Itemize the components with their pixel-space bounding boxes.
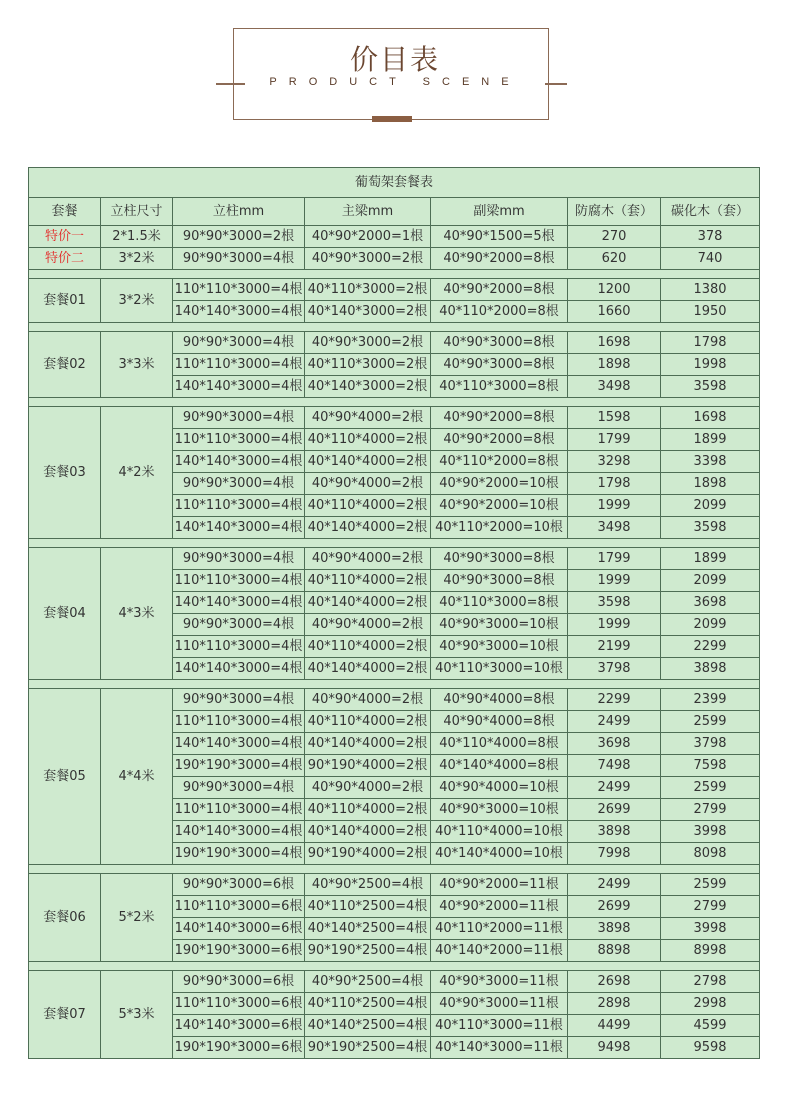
post-spec: 90*90*3000=4根 [173, 548, 305, 570]
post-size: 4*4米 [101, 689, 173, 865]
sub-beam-spec: 40*110*3000=10根 [431, 658, 568, 680]
special-row [29, 248, 760, 270]
preservative-wood-price: 1799 [568, 429, 661, 451]
post-spec: 110*110*3000=4根 [173, 279, 305, 301]
group-separator [29, 270, 760, 279]
group-separator [29, 323, 760, 332]
sub-beam-spec: 40*90*3000=8根 [431, 570, 568, 592]
sub-beam-spec: 40*90*2000=11根 [431, 874, 568, 896]
main-beam-spec: 40*90*3000=2根 [305, 332, 431, 354]
post-spec: 90*90*3000=4根 [173, 689, 305, 711]
table-row [29, 332, 760, 354]
preservative-wood-price: 2699 [568, 896, 661, 918]
sub-beam-spec: 40*140*4000=8根 [431, 755, 568, 777]
package-name: 套餐02 [29, 332, 101, 398]
carbonized-wood-price: 3898 [661, 658, 760, 680]
carbonized-wood-price: 2599 [661, 711, 760, 733]
post-spec: 190*190*3000=4根 [173, 843, 305, 865]
preservative-wood-price: 2898 [568, 993, 661, 1015]
package-name: 套餐01 [29, 279, 101, 323]
table-row [29, 971, 760, 993]
post-spec: 140*140*3000=4根 [173, 733, 305, 755]
carbonized-wood-price: 8998 [661, 940, 760, 962]
post-spec: 110*110*3000=4根 [173, 495, 305, 517]
column-header: 套餐 [29, 198, 101, 226]
table-caption: 葡萄架套餐表 [29, 168, 760, 198]
column-header: 立柱mm [173, 198, 305, 226]
main-beam-spec: 40*90*4000=2根 [305, 407, 431, 429]
preservative-wood-price: 2699 [568, 799, 661, 821]
sub-beam-spec: 40*90*2000=8根 [431, 407, 568, 429]
main-beam-spec: 40*90*4000=2根 [305, 473, 431, 495]
preservative-wood-price: 2499 [568, 777, 661, 799]
sub-beam-spec: 40*90*3000=8根 [431, 354, 568, 376]
table-row [29, 874, 760, 896]
separator-cell [29, 539, 760, 548]
preservative-wood-price: 3498 [568, 376, 661, 398]
carbonized-wood-price: 1798 [661, 332, 760, 354]
carbonized-wood-price: 1380 [661, 279, 760, 301]
page-title: 价目表 [349, 43, 440, 76]
table-row [29, 689, 760, 711]
carbonized-wood-price: 3598 [661, 517, 760, 539]
sub-beam-spec: 40*140*3000=11根 [431, 1037, 568, 1059]
preservative-wood-price: 2299 [568, 689, 661, 711]
preservative-wood-price: 3698 [568, 733, 661, 755]
package-name: 套餐03 [29, 407, 101, 539]
carbonized-wood-price: 2099 [661, 495, 760, 517]
preservative-wood-price: 620 [568, 248, 661, 270]
separator-cell [29, 323, 760, 332]
preservative-wood-price: 9498 [568, 1037, 661, 1059]
table-row [29, 279, 760, 301]
post-size: 5*2米 [101, 874, 173, 962]
post-spec: 190*190*3000=6根 [173, 1037, 305, 1059]
page-header [0, 0, 790, 160]
price-table-body [29, 168, 760, 1059]
column-header: 主梁mm [305, 198, 431, 226]
separator-cell [29, 270, 760, 279]
preservative-wood-price: 1598 [568, 407, 661, 429]
main-beam-spec: 40*90*2000=1根 [305, 226, 431, 248]
preservative-wood-price: 8898 [568, 940, 661, 962]
preservative-wood-price: 3798 [568, 658, 661, 680]
carbonized-wood-price: 1998 [661, 354, 760, 376]
sub-beam-spec: 40*110*3000=11根 [431, 1015, 568, 1037]
main-beam-spec: 40*110*4000=2根 [305, 799, 431, 821]
preservative-wood-price: 270 [568, 226, 661, 248]
group-separator [29, 865, 760, 874]
post-spec: 110*110*3000=4根 [173, 429, 305, 451]
main-beam-spec: 40*140*3000=2根 [305, 301, 431, 323]
carbonized-wood-price: 1898 [661, 473, 760, 495]
package-name: 套餐06 [29, 874, 101, 962]
preservative-wood-price: 1799 [568, 548, 661, 570]
group-separator [29, 680, 760, 689]
carbonized-wood-price: 3998 [661, 821, 760, 843]
carbonized-wood-price: 2799 [661, 799, 760, 821]
sub-beam-spec: 40*90*2000=10根 [431, 495, 568, 517]
preservative-wood-price: 1999 [568, 570, 661, 592]
preservative-wood-price: 1698 [568, 332, 661, 354]
main-beam-spec: 40*110*3000=2根 [305, 279, 431, 301]
preservative-wood-price: 3898 [568, 821, 661, 843]
column-header: 副梁mm [431, 198, 568, 226]
preservative-wood-price: 3598 [568, 592, 661, 614]
post-spec: 140*140*3000=6根 [173, 1015, 305, 1037]
main-beam-spec: 40*110*3000=2根 [305, 354, 431, 376]
sub-beam-spec: 40*90*2000=8根 [431, 279, 568, 301]
sub-beam-spec: 40*110*4000=8根 [431, 733, 568, 755]
page-subtitle: PRODUCT SCENE [245, 76, 545, 88]
carbonized-wood-price: 740 [661, 248, 760, 270]
header-divider-left [216, 83, 246, 85]
group-separator [29, 962, 760, 971]
post-spec: 190*190*3000=4根 [173, 755, 305, 777]
sub-beam-spec: 40*90*4000=8根 [431, 711, 568, 733]
main-beam-spec: 40*110*4000=2根 [305, 495, 431, 517]
carbonized-wood-price: 3998 [661, 918, 760, 940]
separator-cell [29, 865, 760, 874]
post-spec: 110*110*3000=4根 [173, 799, 305, 821]
post-spec: 110*110*3000=4根 [173, 354, 305, 376]
sub-beam-spec: 40*90*4000=10根 [431, 777, 568, 799]
sub-beam-spec: 40*140*4000=10根 [431, 843, 568, 865]
main-beam-spec: 40*110*2500=4根 [305, 896, 431, 918]
sub-beam-spec: 40*110*2000=11根 [431, 918, 568, 940]
preservative-wood-price: 3298 [568, 451, 661, 473]
sub-beam-spec: 40*110*2000=8根 [431, 451, 568, 473]
preservative-wood-price: 2698 [568, 971, 661, 993]
post-spec: 110*110*3000=6根 [173, 993, 305, 1015]
main-beam-spec: 40*110*4000=2根 [305, 711, 431, 733]
post-size: 5*3米 [101, 971, 173, 1059]
preservative-wood-price: 1660 [568, 301, 661, 323]
post-spec: 110*110*3000=4根 [173, 711, 305, 733]
main-beam-spec: 40*110*2500=4根 [305, 993, 431, 1015]
main-beam-spec: 40*90*4000=2根 [305, 777, 431, 799]
package-name: 套餐07 [29, 971, 101, 1059]
main-beam-spec: 40*140*2500=4根 [305, 918, 431, 940]
carbonized-wood-price: 8098 [661, 843, 760, 865]
separator-cell [29, 680, 760, 689]
sub-beam-spec: 40*110*3000=8根 [431, 376, 568, 398]
package-name: 套餐04 [29, 548, 101, 680]
post-spec: 140*140*3000=6根 [173, 918, 305, 940]
carbonized-wood-price: 9598 [661, 1037, 760, 1059]
main-beam-spec: 40*140*4000=2根 [305, 451, 431, 473]
carbonized-wood-price: 3598 [661, 376, 760, 398]
sub-beam-spec: 40*90*2000=10根 [431, 473, 568, 495]
table-header-row [29, 198, 760, 226]
sub-beam-spec: 40*90*3000=11根 [431, 993, 568, 1015]
column-header: 防腐木（套） [568, 198, 661, 226]
main-beam-spec: 40*90*4000=2根 [305, 614, 431, 636]
preservative-wood-price: 3898 [568, 918, 661, 940]
special-name: 特价一 [29, 226, 101, 248]
post-spec: 110*110*3000=6根 [173, 896, 305, 918]
post-spec: 90*90*3000=6根 [173, 971, 305, 993]
post-spec: 90*90*3000=2根 [173, 226, 305, 248]
carbonized-wood-price: 2099 [661, 614, 760, 636]
sub-beam-spec: 40*90*3000=10根 [431, 614, 568, 636]
column-header: 碳化木（套） [661, 198, 760, 226]
carbonized-wood-price: 2299 [661, 636, 760, 658]
carbonized-wood-price: 1899 [661, 548, 760, 570]
carbonized-wood-price: 2599 [661, 777, 760, 799]
carbonized-wood-price: 378 [661, 226, 760, 248]
post-spec: 110*110*3000=4根 [173, 570, 305, 592]
group-separator [29, 398, 760, 407]
preservative-wood-price: 7998 [568, 843, 661, 865]
special-row [29, 226, 760, 248]
post-spec: 140*140*3000=4根 [173, 592, 305, 614]
carbonized-wood-price: 1899 [661, 429, 760, 451]
package-name: 套餐05 [29, 689, 101, 865]
main-beam-spec: 90*190*4000=2根 [305, 755, 431, 777]
sub-beam-spec: 40*90*3000=10根 [431, 636, 568, 658]
post-spec: 90*90*3000=4根 [173, 332, 305, 354]
main-beam-spec: 40*90*4000=2根 [305, 689, 431, 711]
table-caption-row [29, 168, 760, 198]
post-spec: 140*140*3000=4根 [173, 658, 305, 680]
post-spec: 90*90*3000=4根 [173, 407, 305, 429]
preservative-wood-price: 2499 [568, 874, 661, 896]
main-beam-spec: 40*140*4000=2根 [305, 592, 431, 614]
main-beam-spec: 90*190*2500=4根 [305, 1037, 431, 1059]
sub-beam-spec: 40*90*4000=8根 [431, 689, 568, 711]
preservative-wood-price: 1999 [568, 495, 661, 517]
post-spec: 90*90*3000=4根 [173, 614, 305, 636]
price-table [28, 167, 760, 1059]
main-beam-spec: 90*190*4000=2根 [305, 843, 431, 865]
carbonized-wood-price: 2399 [661, 689, 760, 711]
sub-beam-spec: 40*90*3000=11根 [431, 971, 568, 993]
carbonized-wood-price: 2099 [661, 570, 760, 592]
preservative-wood-price: 1999 [568, 614, 661, 636]
post-size: 3*3米 [101, 332, 173, 398]
sub-beam-spec: 40*90*3000=8根 [431, 332, 568, 354]
post-size: 3*2米 [101, 279, 173, 323]
preservative-wood-price: 4499 [568, 1015, 661, 1037]
special-name: 特价二 [29, 248, 101, 270]
separator-cell [29, 398, 760, 407]
post-spec: 140*140*3000=4根 [173, 821, 305, 843]
price-table-container [28, 167, 759, 1059]
sub-beam-spec: 40*90*1500=5根 [431, 226, 568, 248]
sub-beam-spec: 40*110*2000=10根 [431, 517, 568, 539]
main-beam-spec: 40*140*4000=2根 [305, 658, 431, 680]
post-spec: 90*90*3000=4根 [173, 248, 305, 270]
sub-beam-spec: 40*90*2000=8根 [431, 429, 568, 451]
sub-beam-spec: 40*110*4000=10根 [431, 821, 568, 843]
post-size: 2*1.5米 [101, 226, 173, 248]
carbonized-wood-price: 3698 [661, 592, 760, 614]
preservative-wood-price: 1898 [568, 354, 661, 376]
preservative-wood-price: 1200 [568, 279, 661, 301]
carbonized-wood-price: 2799 [661, 896, 760, 918]
sub-beam-spec: 40*90*3000=8根 [431, 548, 568, 570]
main-beam-spec: 40*110*4000=2根 [305, 429, 431, 451]
post-spec: 140*140*3000=4根 [173, 517, 305, 539]
column-header: 立柱尺寸 [101, 198, 173, 226]
table-row [29, 407, 760, 429]
main-beam-spec: 40*90*2500=4根 [305, 971, 431, 993]
post-spec: 140*140*3000=4根 [173, 301, 305, 323]
sub-beam-spec: 40*110*2000=8根 [431, 301, 568, 323]
main-beam-spec: 40*140*2500=4根 [305, 1015, 431, 1037]
post-spec: 140*140*3000=4根 [173, 376, 305, 398]
carbonized-wood-price: 1950 [661, 301, 760, 323]
main-beam-spec: 40*140*4000=2根 [305, 733, 431, 755]
sub-beam-spec: 40*140*2000=11根 [431, 940, 568, 962]
carbonized-wood-price: 4599 [661, 1015, 760, 1037]
carbonized-wood-price: 3398 [661, 451, 760, 473]
post-size: 3*2米 [101, 248, 173, 270]
main-beam-spec: 40*140*4000=2根 [305, 821, 431, 843]
sub-beam-spec: 40*90*2000=8根 [431, 248, 568, 270]
carbonized-wood-price: 3798 [661, 733, 760, 755]
carbonized-wood-price: 7598 [661, 755, 760, 777]
main-beam-spec: 40*110*4000=2根 [305, 636, 431, 658]
main-beam-spec: 40*140*4000=2根 [305, 517, 431, 539]
main-beam-spec: 40*140*3000=2根 [305, 376, 431, 398]
sub-beam-spec: 40*110*3000=8根 [431, 592, 568, 614]
sub-beam-spec: 40*90*3000=10根 [431, 799, 568, 821]
preservative-wood-price: 3498 [568, 517, 661, 539]
post-spec: 90*90*3000=4根 [173, 777, 305, 799]
header-accent-bar [372, 116, 412, 122]
carbonized-wood-price: 2599 [661, 874, 760, 896]
post-spec: 110*110*3000=4根 [173, 636, 305, 658]
main-beam-spec: 90*190*2500=4根 [305, 940, 431, 962]
post-spec: 90*90*3000=6根 [173, 874, 305, 896]
carbonized-wood-price: 2998 [661, 993, 760, 1015]
sub-beam-spec: 40*90*2000=11根 [431, 896, 568, 918]
post-size: 4*2米 [101, 407, 173, 539]
preservative-wood-price: 2499 [568, 711, 661, 733]
main-beam-spec: 40*90*3000=2根 [305, 248, 431, 270]
preservative-wood-price: 1798 [568, 473, 661, 495]
separator-cell [29, 962, 760, 971]
main-beam-spec: 40*110*4000=2根 [305, 570, 431, 592]
post-spec: 90*90*3000=4根 [173, 473, 305, 495]
group-separator [29, 539, 760, 548]
post-spec: 140*140*3000=4根 [173, 451, 305, 473]
carbonized-wood-price: 2798 [661, 971, 760, 993]
main-beam-spec: 40*90*4000=2根 [305, 548, 431, 570]
post-size: 4*3米 [101, 548, 173, 680]
carbonized-wood-price: 1698 [661, 407, 760, 429]
table-row [29, 548, 760, 570]
main-beam-spec: 40*90*2500=4根 [305, 874, 431, 896]
preservative-wood-price: 7498 [568, 755, 661, 777]
post-spec: 190*190*3000=6根 [173, 940, 305, 962]
preservative-wood-price: 2199 [568, 636, 661, 658]
